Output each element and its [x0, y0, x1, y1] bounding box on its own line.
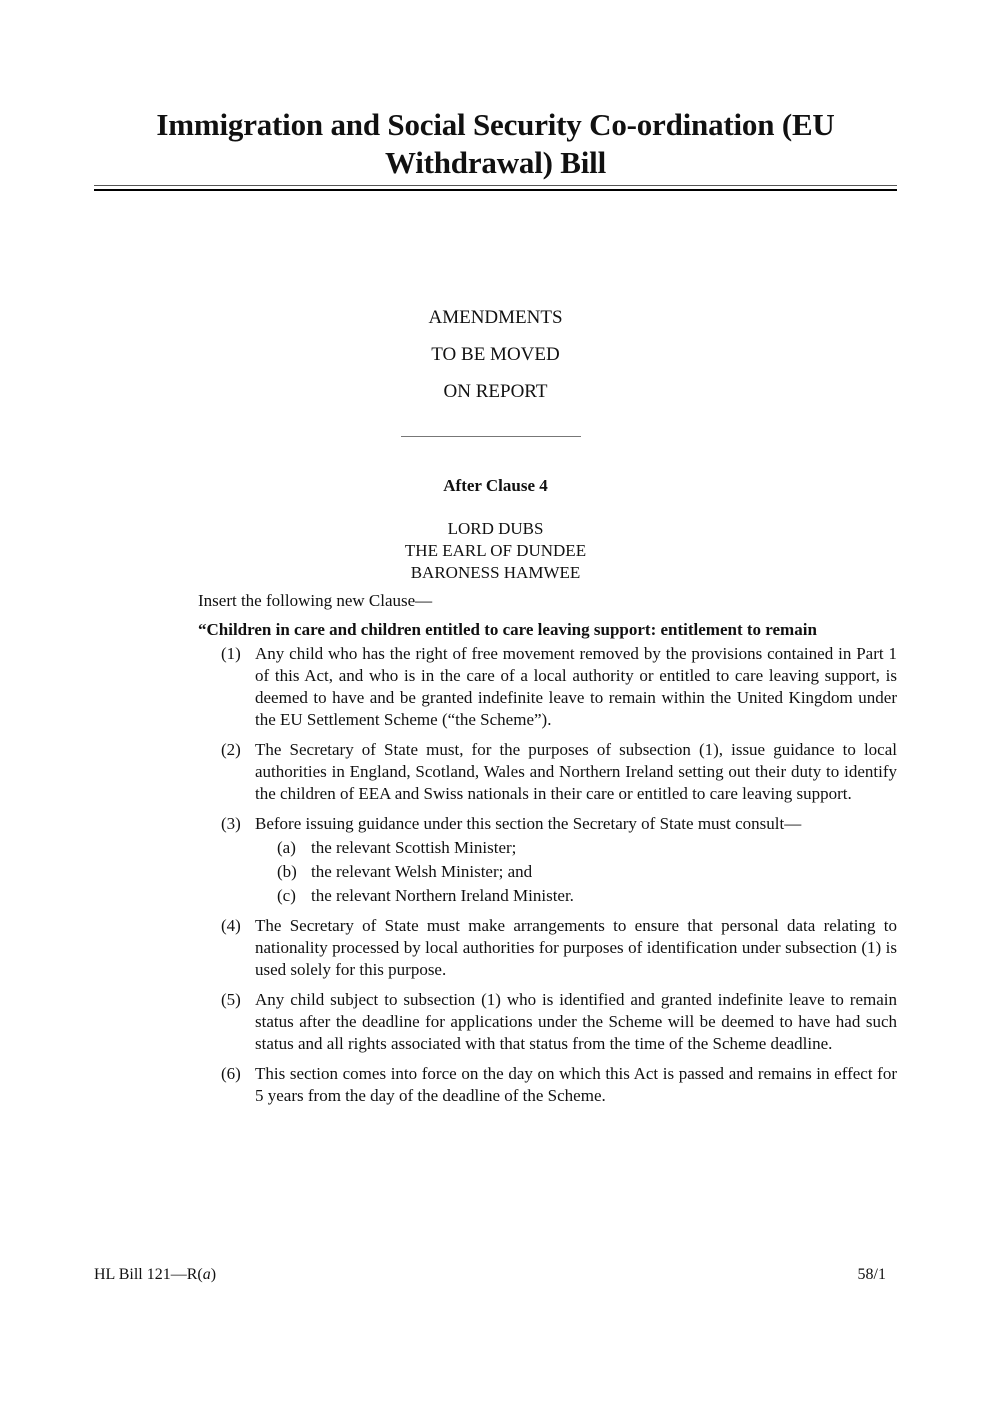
amendment-body	[198, 590, 897, 1115]
subsection-5	[198, 989, 897, 1055]
subsection-4	[198, 915, 897, 981]
new-clause-heading: “Children in care and children entitled to care leaving support: entitlement to remain	[198, 620, 817, 639]
title-rule-thick	[94, 189, 897, 191]
bill-title-line-1: Immigration and Social Security Co-ordination (EU	[156, 107, 835, 142]
subsection-text: The Secretary of State must, for the purposes of subsection (1), issue guidance to local authorities in England, Scotland, Wales and Northern Ireland setting out their duty to identify the children of EEA and Swiss nationals in their care or entitled to care leaving support.	[255, 740, 897, 803]
subsection-number: (3)	[221, 814, 241, 833]
paragraph-text: the relevant Welsh Minister; and	[311, 862, 533, 881]
subsection-text: This section comes into force on the day on which this Act is passed and remains in effect for 5 years from the day of the deadline of the Scheme.	[255, 1064, 897, 1105]
subsection-1	[198, 643, 897, 731]
paragraph-text: the relevant Northern Ireland Minister.	[311, 886, 574, 905]
section-divider	[401, 436, 581, 437]
insert-instruction: Insert the following new Clause—	[198, 591, 433, 610]
bill-reference-suffix: )	[210, 1266, 217, 1283]
subsection-number: (4)	[221, 916, 241, 935]
subsection-text: Before issuing guidance under this section the Secretary of State must consult—	[255, 814, 802, 833]
subsection-text: Any child who has the right of free movement removed by the provisions contained in Part 1 of this Act, and who is in the care of a local authority or entitled to care leaving support, is deemed to have and be granted indefinite leave to remain within the United Kingdom under the EU Settlement Scheme (“the Scheme”).	[255, 644, 897, 729]
sponsor-list	[94, 518, 897, 584]
title-rule-thin	[94, 185, 897, 186]
subsection-2	[198, 739, 897, 805]
bill-reference-prefix: HL Bill 121—R(	[94, 1266, 203, 1283]
paragraph-letter: (a)	[277, 838, 296, 857]
paragraph-letter: (c)	[277, 886, 296, 905]
bill-reference-print: a	[202, 1266, 211, 1283]
subsection-3-paragraphs	[198, 837, 897, 907]
sponsor-name: LORD DUBS	[447, 519, 544, 538]
bill-title	[94, 106, 897, 182]
after-clause-heading: After Clause 4	[443, 476, 548, 495]
subsection-6	[198, 1063, 897, 1107]
bill-reference	[94, 1265, 216, 1285]
subsection-number: (2)	[221, 740, 241, 759]
paragraph-a	[255, 837, 897, 859]
subsection-number: (1)	[221, 644, 241, 663]
bill-title-line-2: Withdrawal) Bill	[384, 145, 606, 180]
subsection-number: (6)	[221, 1064, 241, 1083]
page-reference: 58/1	[857, 1266, 886, 1283]
paragraph-letter: (b)	[277, 862, 297, 881]
paragraph-b	[255, 861, 897, 883]
heading-to-be-moved: TO BE MOVED	[431, 344, 560, 365]
subsection-text: Any child subject to subsection (1) who is identified and granted indefinite leave to remain status after the deadline for applications under the Scheme will be deemed to have had such status and all rights associated with that status from the time of the Scheme deadline.	[255, 990, 897, 1053]
sponsor-name: BARONESS HAMWEE	[410, 563, 581, 582]
subsection-text: The Secretary of State must make arrangements to ensure that personal data relating to nationality processed by local authorities for purposes of identification under subsection (1) is used solely for this purpose.	[255, 916, 897, 979]
sponsor-name: THE EARL OF DUNDEE	[404, 541, 587, 560]
paragraph-text: the relevant Scottish Minister;	[311, 838, 517, 857]
subsection-number: (5)	[221, 990, 241, 1009]
subsection-3	[198, 813, 897, 835]
heading-amendments: AMENDMENTS	[428, 307, 563, 328]
paragraph-c	[255, 885, 897, 907]
heading-on-report: ON REPORT	[443, 381, 548, 402]
